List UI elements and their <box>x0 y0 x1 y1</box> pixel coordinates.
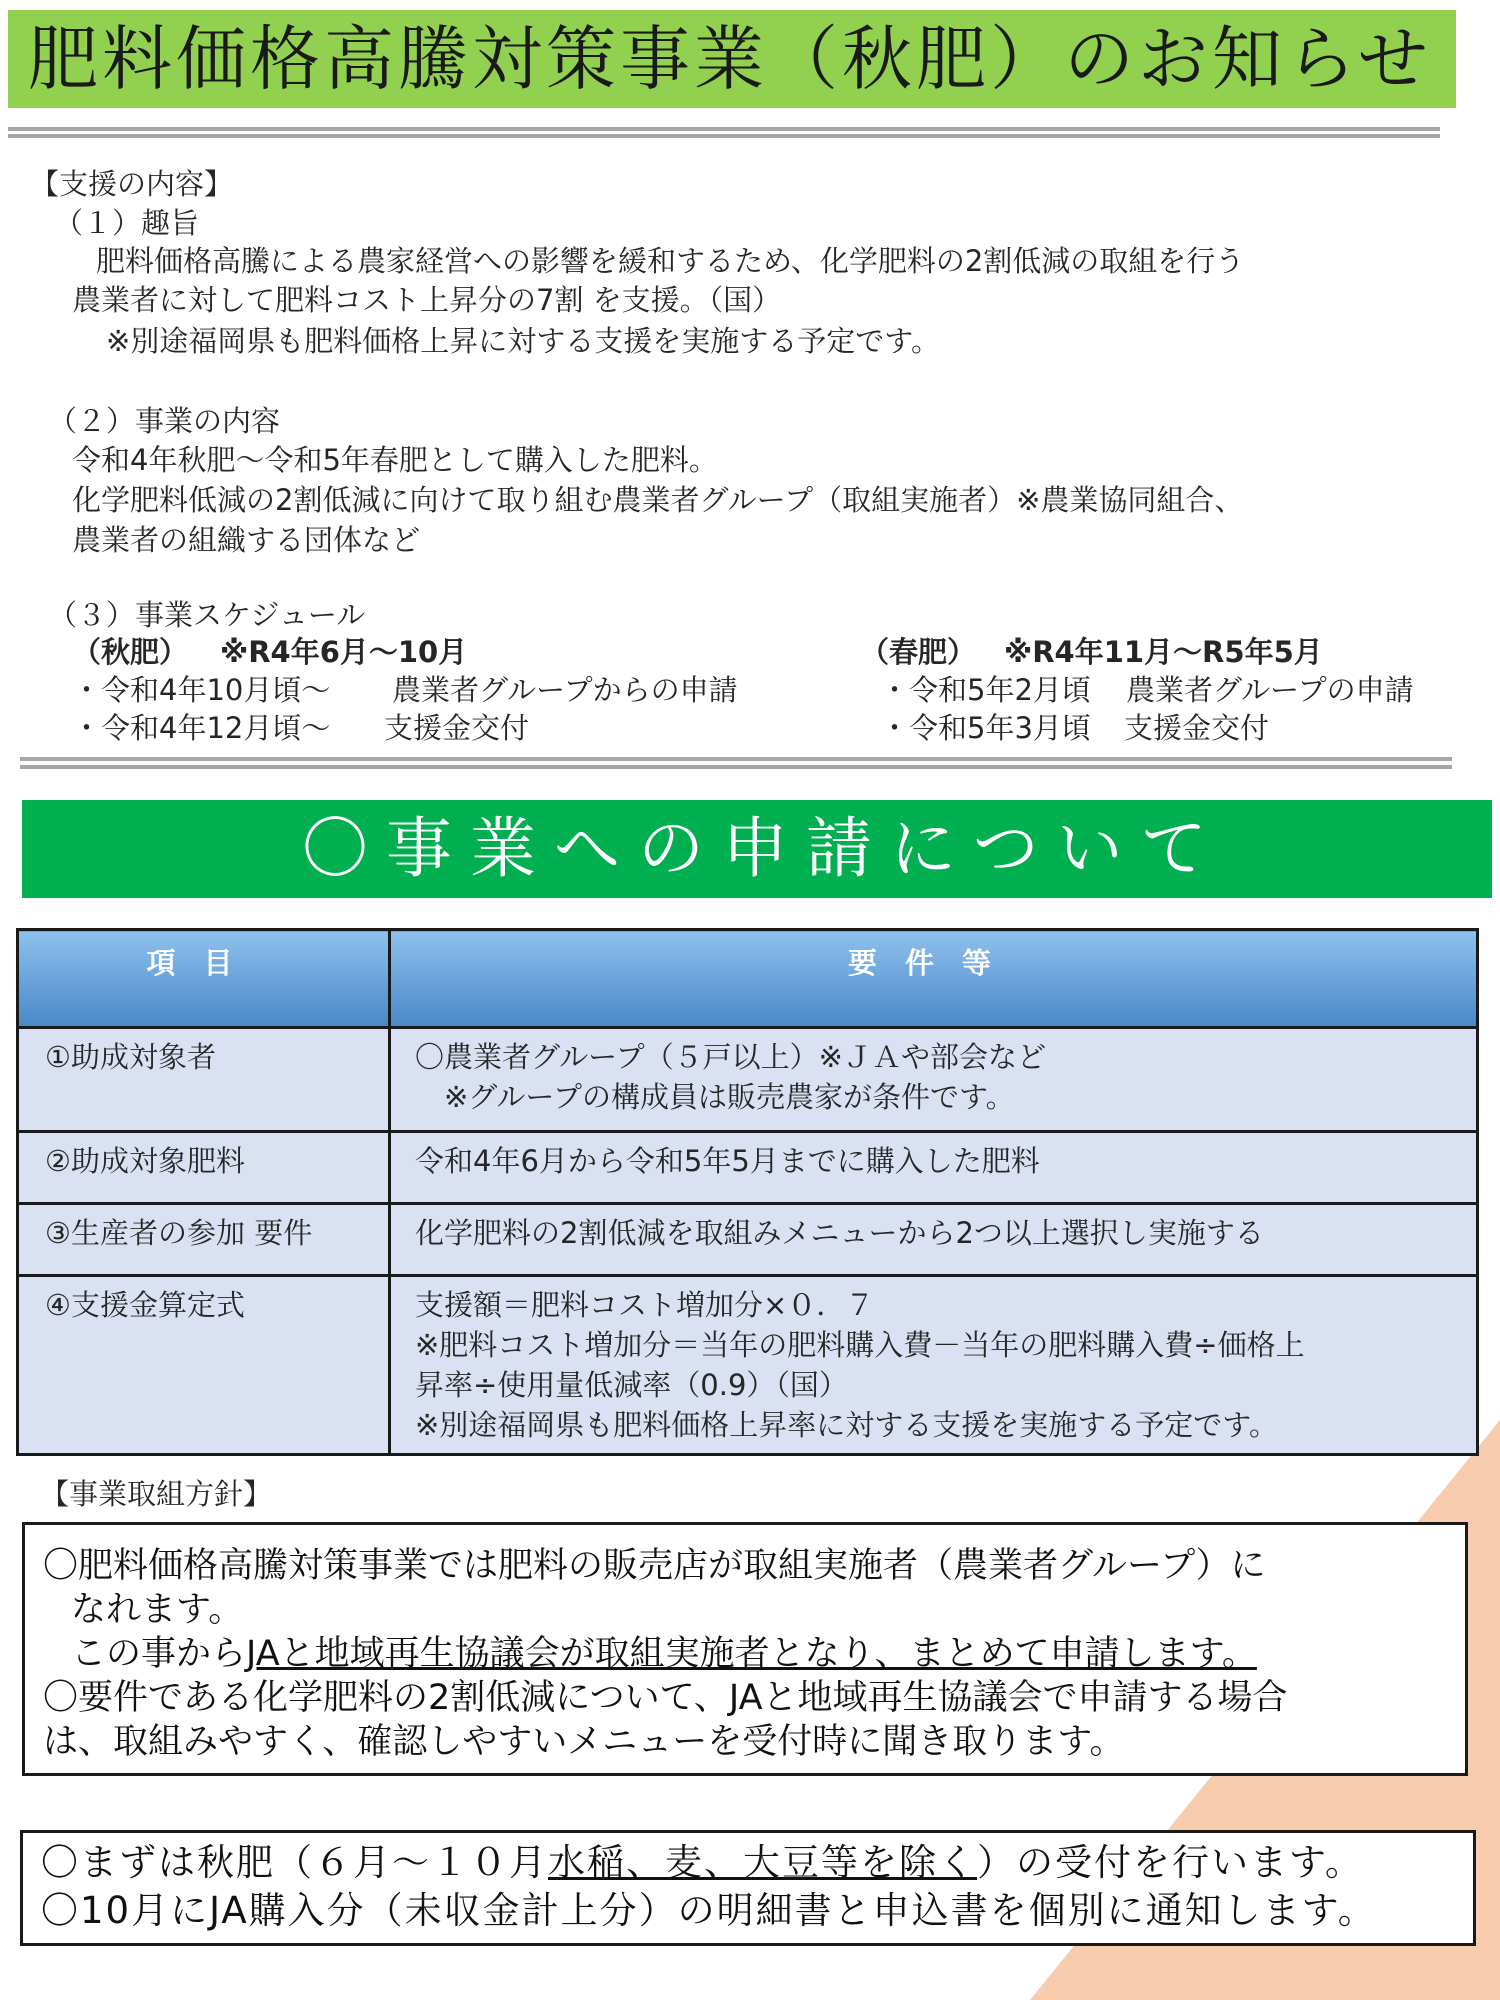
row-4-requirements <box>390 1276 1478 1455</box>
table-row <box>18 1276 1478 1455</box>
notice-line-1-prefix: 〇まずは秋肥（６月～１０月 <box>41 1841 548 1884</box>
table-header-row <box>18 930 1478 1028</box>
autumn-label: （秋肥） <box>72 635 189 669</box>
autumn-item-1-date: ・令和4年10月頃～ <box>72 673 331 707</box>
divider-top-2 <box>8 134 1440 138</box>
policy-line-3 <box>71 1631 1257 1677</box>
notice-line-1-suffix: ）の受付を行います。 <box>977 1841 1365 1884</box>
spring-item-1-date: ・令和5年2月頃 <box>880 673 1091 707</box>
divider-top-1 <box>8 127 1440 131</box>
row-4-line-3: 昇率÷使用量低減率（0.9）（国） <box>415 1368 848 1402</box>
notice-line-1-underlined: 水稲、麦、大豆等を除く <box>548 1841 977 1884</box>
section-2-line-3: 農業者の組織する団体など <box>72 523 421 557</box>
support-heading: 【支援の内容】 <box>30 167 234 201</box>
row-1-requirements <box>390 1028 1478 1132</box>
row-4-item: ④支援金算定式 <box>18 1276 390 1455</box>
notice-box <box>20 1830 1476 1946</box>
row-1-line-1: 〇農業者グループ（５戸以上）※ＪＡや部会など <box>415 1040 1046 1074</box>
row-3-requirements <box>390 1204 1478 1276</box>
spring-item-1-desc: 農業者グループの申請 <box>1126 673 1414 707</box>
section-1-line-1: 肥料価格高騰による農家経営への影響を緩和するため、化学肥料の2割低減の取組を行う <box>96 244 1245 278</box>
row-1-item: ①助成対象者 <box>18 1028 390 1132</box>
divider-mid-2 <box>20 765 1452 769</box>
section-1-line-2: 農業者に対して肥料コスト上昇分の7割 を支援。（国） <box>72 283 782 317</box>
section-2-title: （２）事業の内容 <box>48 404 281 438</box>
requirements-table <box>16 928 1479 1456</box>
row-3-item: ③生産者の参加 要件 <box>18 1204 390 1276</box>
section-1-line-3: ※別途福岡県も肥料価格上昇に対する支援を実施する予定です。 <box>106 324 940 358</box>
row-4-line-1: 支援額＝肥料コスト増加分×０．７ <box>415 1288 875 1322</box>
policy-line-1: 〇肥料価格高騰対策事業では肥料の販売店が取組実施者（農業者グループ）に <box>43 1546 1266 1586</box>
policy-line-2: なれます。 <box>71 1590 244 1630</box>
table-row <box>18 1132 1478 1204</box>
table-row <box>18 1204 1478 1276</box>
spring-label: （春肥） <box>860 635 977 669</box>
autumn-item-2-desc: 支援金交付 <box>384 711 530 745</box>
application-banner-text: 〇事業への申請について <box>302 810 1225 887</box>
policy-heading: 【事業取組方針】 <box>40 1477 273 1511</box>
notice-line-2: 〇10月にJA購入分（未収金計上分）の明細書と申込書を個別に通知します。 <box>41 1889 1377 1932</box>
row-1-line-2: ※グループの構成員は販売農家が条件です。 <box>415 1080 1015 1114</box>
row-4-line-4: ※別途福岡県も肥料価格上昇率に対する支援を実施する予定です。 <box>415 1408 1278 1442</box>
row-2-item: ②助成対象肥料 <box>18 1132 390 1204</box>
policy-line-4: 〇要件である化学肥料の2割低減について、JAと地域再生協議会で申請する場合 <box>43 1678 1288 1718</box>
application-banner <box>22 800 1492 898</box>
row-2-requirements <box>390 1132 1478 1204</box>
divider-mid-1 <box>20 757 1452 761</box>
policy-line-5: は、取組みやすく、確認しやすいメニューを受付時に聞き取ります。 <box>43 1722 1125 1762</box>
row-4-line-2: ※肥料コスト増加分＝当年の肥料購入費－当年の肥料購入費÷価格上 <box>415 1328 1305 1362</box>
autumn-item-1-desc: 農業者グループからの申請 <box>392 673 738 707</box>
policy-line-3-underlined: JAと地域再生協議会が取組実施者となり、まとめて申請します。 <box>246 1634 1257 1674</box>
autumn-item-2-date: ・令和4年12月頃～ <box>72 711 331 745</box>
row-3-line-1: 化学肥料の2割低減を取組みメニューから2つ以上選択し実施する <box>415 1216 1264 1250</box>
page-title: 肥料価格高騰対策事業（秋肥）のお知らせ <box>28 18 1432 100</box>
table-row <box>18 1028 1478 1132</box>
spring-item-2-desc: 支援金交付 <box>1124 711 1270 745</box>
policy-box <box>22 1522 1468 1776</box>
section-1-title: （１）趣旨 <box>54 206 200 240</box>
spring-item-2-date: ・令和5年3月頃 <box>880 711 1091 745</box>
row-2-line-1: 令和4年6月から令和5年5月までに購入した肥料 <box>415 1144 1040 1178</box>
section-3-title: （３）事業スケジュール <box>48 598 366 632</box>
notice-line-1 <box>41 1839 1364 1887</box>
title-banner <box>8 10 1456 108</box>
policy-line-3-prefix: この事から <box>71 1634 247 1674</box>
autumn-period: ※R4年6月～10月 <box>220 635 468 669</box>
section-2-line-1: 令和4年秋肥～令和5年春肥として購入した肥料。 <box>72 443 718 477</box>
header-requirements: 要件等 <box>390 930 1478 1028</box>
spring-period: ※R4年11月～R5年5月 <box>1004 635 1323 669</box>
section-2-line-2: 化学肥料低減の2割低減に向けて取り組む農業者グループ（取組実施者）※農業協同組合、 <box>72 483 1244 517</box>
header-item: 項目 <box>18 930 390 1028</box>
